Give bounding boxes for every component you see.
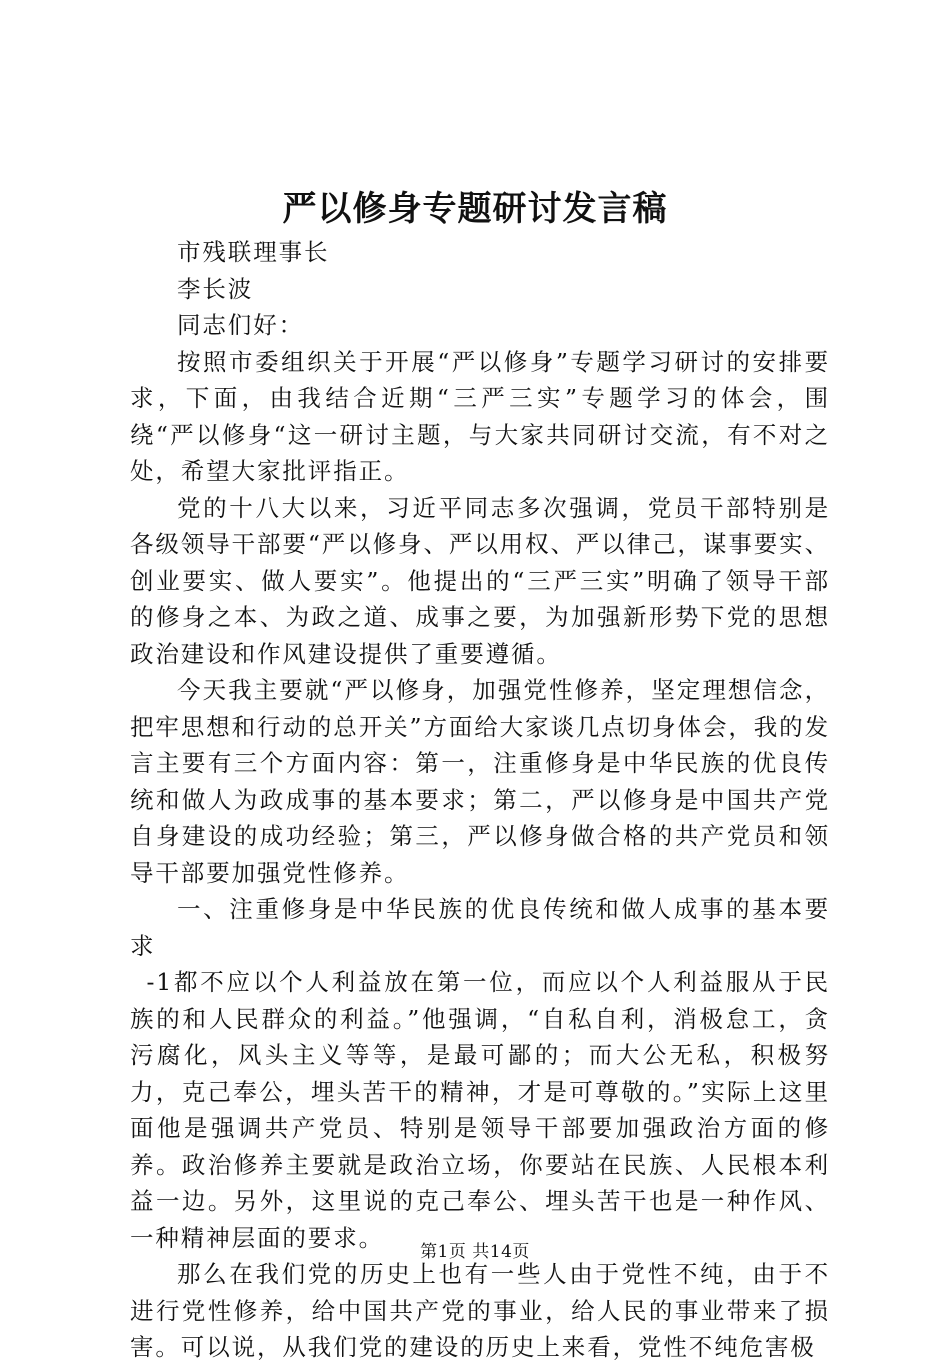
paragraph-fragment: -1都不应以个人利益放在第一位，而应以个人利益服从于民族的和人民群众的利益。”他强调，“自私自利，消极怠工，贪污腐化，风头主义等等，是最可鄙的；而大公无私，积极努力，克己奉公，埋头苦干的精神，才是可尊敬的。”实际上这里面他是强调共产党员、特别是领导干部要加强政治方面的修养。政治修养主要就是政治立场，你要站在民族、人民根本利益一边。另外，这里说的克己奉公、埋头苦干也是一种作风、一种精神层面的要求。 (130, 968, 830, 1252)
section-heading-1: 一、注重修身是中华民族的优良传统和做人成事的基本要求 (130, 895, 830, 960)
paragraph-outline: 今天我主要就“严以修身，加强党性修养，坚定理想信念，把牢思想和行动的总开关”方面给大家谈几点切身体会，我的发言主要有三个方面内容：第一，注重修身是中华民族的优良传统和做人为政成事的基本要求；第二，严以修身是中国共产党自身建设的成功经验；第三，严以修身做合格的共产党员和领导干部要加强党性修养。 (130, 676, 830, 887)
paragraph-background: 党的十八大以来，习近平同志多次强调，党员干部特别是各级领导干部要“严以修身、严以用权、严以律己，谋事要实、创业要实、做人要实”。他提出的“三严三实”明确了领导干部的修身之本、为政之道、成事之要，为加强新形势下党的思想政治建设和作风建设提供了重要遵循。 (130, 493, 830, 668)
page-indicator: 第1页 共14页 (420, 1242, 530, 1262)
paragraph-intro: 按照市委组织关于开展“严以修身”专题学习研讨的安排要求，下面，由我结合近期“三严三实”专题学习的体会，围绕“严以修身“这一研讨主题，与大家共同研讨交流，有不对之处，希望大家批评指正。 (130, 347, 830, 485)
greeting: 同志们好： (177, 311, 304, 339)
document-body (130, 234, 830, 1366)
paragraph-history: 那么在我们党的历史上也有一些人由于党性不纯，由于不进行党性修养，给中国共产党的事业，给人民的事业带来了损害。可以说，从我们党的建设的历史上来看，党性不纯危害极 (130, 1260, 830, 1361)
speaker-name: 李长波 (177, 274, 254, 303)
speaker-title: 市残联理事长 (177, 238, 330, 266)
document-title: 严以修身专题研讨发言稿 (282, 189, 668, 229)
